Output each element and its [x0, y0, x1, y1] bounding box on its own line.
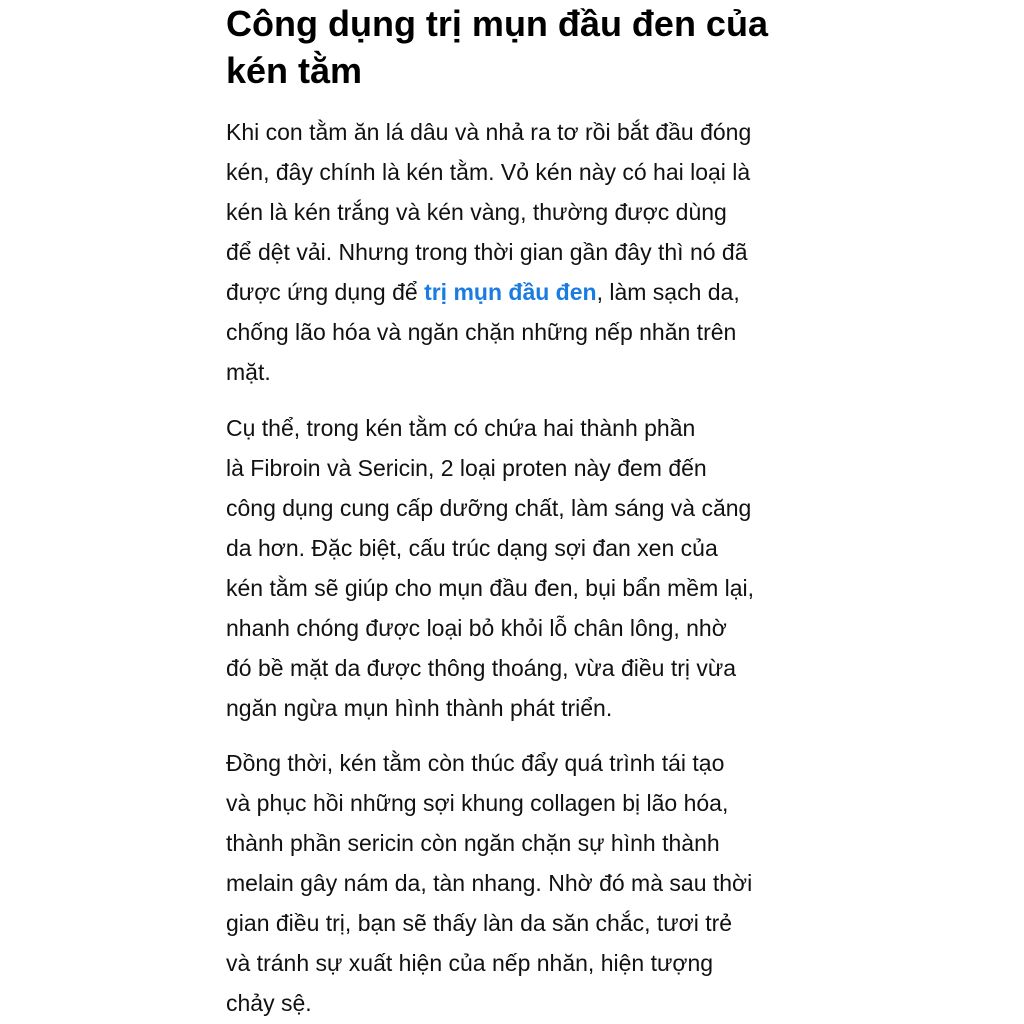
- paragraph-intro: [226, 112, 751, 392]
- text-line: là Fibroin và Sericin, 2 loại proten này đem đến: [226, 455, 707, 481]
- text-line: và phục hồi những sợi khung collagen bị lão hóa,: [226, 790, 729, 816]
- title-line-2: kén tằm: [226, 50, 363, 91]
- text-line: kén tằm sẽ giúp cho mụn đầu đen, bụi bẩn mềm lại,: [226, 575, 755, 601]
- text-line: để dệt vải. Nhưng trong thời gian gần đây thì nó đã: [226, 239, 748, 265]
- text-line: kén là kén trắng và kén vàng, thường được dùng: [226, 199, 727, 225]
- title-line-1: Công dụng trị mụn đầu đen của: [226, 3, 768, 44]
- text-line: kén, đây chính là kén tằm. Vỏ kén này có hai loại là: [226, 159, 751, 185]
- text-after-link: , làm sạch da,: [596, 279, 740, 305]
- text-line: đó bề mặt da được thông thoáng, vừa điều trị vừa: [226, 655, 737, 681]
- paragraph-collagen: [226, 743, 752, 1023]
- text-line: công dụng cung cấp dưỡng chất, làm sáng và căng: [226, 495, 752, 521]
- text-line: ngăn ngừa mụn hình thành phát triển.: [226, 695, 613, 721]
- text-line: Đồng thời, kén tằm còn thúc đẩy quá trình tái tạo: [226, 750, 725, 776]
- text-line: thành phần sericin còn ngăn chặn sự hình thành: [226, 830, 720, 856]
- text-line: gian điều trị, bạn sẽ thấy làn da săn chắc, tươi trẻ: [226, 910, 733, 936]
- text-line: mặt.: [226, 359, 271, 385]
- text-before-link: được ứng dụng để: [226, 279, 425, 305]
- text-line: chống lão hóa và ngăn chặn những nếp nhăn trên: [226, 319, 737, 345]
- text-line: Cụ thể, trong kén tằm có chứa hai thành phần: [226, 415, 696, 441]
- paragraph-ingredients: [226, 408, 754, 728]
- article-title: [226, 0, 768, 94]
- text-line: và tránh sự xuất hiện của nếp nhăn, hiện tượng: [226, 950, 714, 976]
- text-line: nhanh chóng được loại bỏ khỏi lỗ chân lông, nhờ: [226, 615, 727, 641]
- text-line: melain gây nám da, tàn nhang. Nhờ đó mà sau thời: [226, 870, 753, 896]
- text-line: Khi con tằm ăn lá dâu và nhả ra tơ rồi bắt đầu đóng: [226, 119, 752, 145]
- text-line: chảy sệ.: [226, 990, 312, 1016]
- text-line: da hơn. Đặc biệt, cấu trúc dạng sợi đan xen của: [226, 535, 718, 561]
- blackhead-treatment-link[interactable]: trị mụn đầu đen: [424, 279, 597, 305]
- text-line-with-link: [226, 272, 751, 312]
